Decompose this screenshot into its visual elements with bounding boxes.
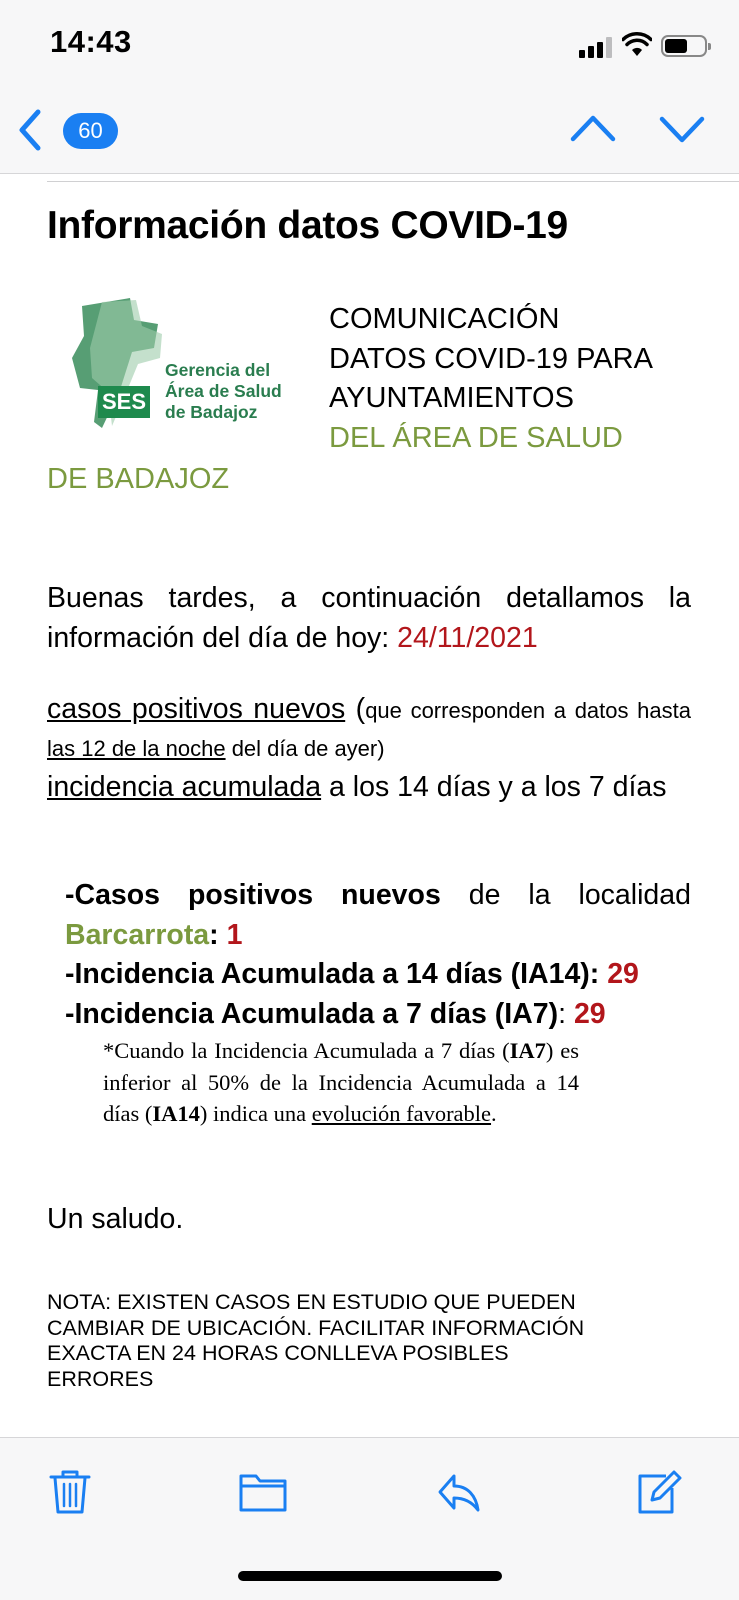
divider	[47, 181, 739, 182]
desc-text: a los 14 días y a los 7 días	[321, 771, 667, 803]
ia14-item	[65, 955, 691, 995]
colon: :	[209, 918, 219, 951]
footnote-text: *Cuando la Incidencia Acumulada a 7 días (	[103, 1038, 510, 1063]
heading-line: DEL ÁREA DE SALUD	[329, 421, 623, 454]
logo-line: Área de Salud	[165, 381, 282, 401]
footnote-text: ) es inferior al 50% de la Incidencia Acumulada a 14 días (	[103, 1038, 579, 1126]
footnote-bold: IA7	[509, 1038, 546, 1063]
back-chevron-icon[interactable]	[16, 108, 44, 152]
incidencia-link: incidencia acumulada	[47, 771, 322, 803]
data-items	[65, 876, 691, 1034]
report-date: 24/11/2021	[397, 622, 538, 654]
ia7-label: -Incidencia Acumulada a 7 días (IA7)	[65, 997, 559, 1030]
desc-text: del día de ayer)	[225, 736, 385, 761]
description-paragraph	[47, 690, 691, 808]
footnote-text: ) indica una	[199, 1101, 312, 1126]
greeting-paragraph	[47, 578, 691, 658]
paren: (	[345, 693, 366, 725]
disclaimer-note: NOTA: EXISTEN CASOS EN ESTUDIO QUE PUEDEN CAMBIAR DE UBICACIÓN. FACILITAR INFORMACIÓN EXACTA EN 24 HORAS CONLLEVA POSIBLES ERRORES	[47, 1290, 585, 1391]
casos-value: 1	[226, 918, 243, 951]
desc-text: que corresponden a datos hasta	[365, 698, 691, 723]
signoff: Un saludo.	[47, 1203, 184, 1235]
heading-line: DATOS COVID-19 PARA	[329, 342, 653, 375]
wifi-icon	[622, 32, 652, 58]
trash-icon[interactable]	[47, 1468, 93, 1516]
footnote	[103, 1035, 579, 1130]
logo-text	[165, 360, 315, 423]
heading-block	[329, 300, 709, 458]
casos-rest: de la localidad	[440, 879, 691, 911]
ia14-label: -Incidencia Acumulada a 14 días (IA14):	[65, 958, 600, 990]
greeting-text: Buenas tardes, a continuación detallamos la información del día de hoy:	[47, 582, 691, 654]
locality: Barcarrota	[65, 918, 210, 951]
top-bar	[0, 0, 739, 174]
ia7-value: 29	[573, 997, 606, 1030]
folder-icon[interactable]	[238, 1468, 288, 1516]
reply-icon[interactable]	[436, 1468, 482, 1516]
colon: :	[558, 997, 567, 1030]
casos-item	[65, 876, 691, 955]
noche-link: las 12 de la noche	[47, 736, 226, 761]
footnote-text: .	[491, 1101, 497, 1126]
footnote-bold: IA14	[152, 1101, 200, 1126]
up-chevron-icon[interactable]	[570, 113, 616, 143]
email-subject: Información datos COVID-19	[47, 204, 568, 247]
ia14-value: 29	[607, 958, 639, 990]
signal-icon	[579, 36, 613, 58]
unread-count-badge[interactable]: 60	[63, 113, 118, 149]
battery-icon	[661, 35, 707, 57]
home-indicator[interactable]	[238, 1571, 502, 1581]
logo-line: de Badajoz	[165, 402, 258, 422]
evolucion-link: evolución favorable	[311, 1101, 492, 1126]
logo-line: Gerencia del	[165, 360, 271, 380]
logo-ses-mark: SES	[98, 386, 150, 418]
heading-line: DE BADAJOZ	[47, 463, 230, 495]
heading-line: AYUNTAMIENTOS	[329, 382, 574, 414]
casos-label: -Casos positivos nuevos	[65, 879, 441, 911]
status-time: 14:43	[50, 24, 132, 59]
compose-icon[interactable]	[636, 1468, 682, 1516]
casos-positivos-link: casos positivos nuevos	[47, 693, 346, 725]
down-chevron-icon[interactable]	[659, 115, 705, 145]
ia7-item	[65, 995, 691, 1035]
heading-line: COMUNICACIÓN	[329, 303, 560, 335]
